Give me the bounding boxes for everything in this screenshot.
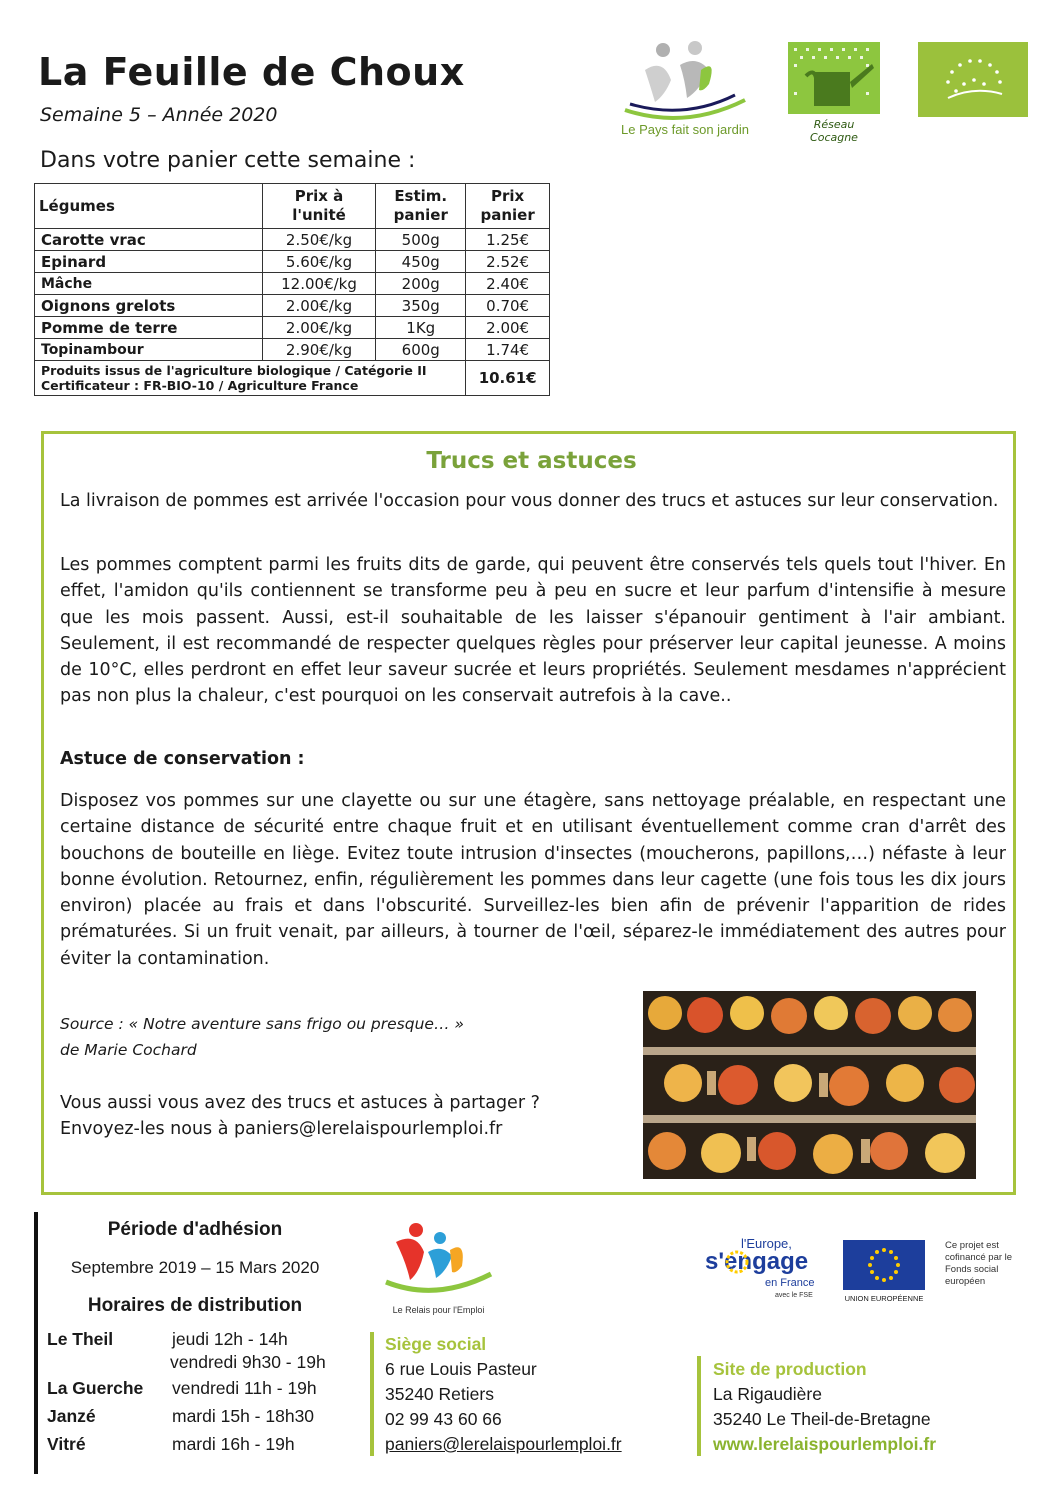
table-footer-row: [35, 361, 550, 396]
pays-jardin-icon: [605, 40, 765, 125]
cocagne-caption: Réseau Cocagne: [810, 118, 858, 144]
production-place: La Rigaudière: [713, 1384, 822, 1404]
table-row: [35, 317, 550, 339]
unit-price: 2.90€/kg: [262, 339, 375, 361]
eu-organic-leaf-icon: [918, 42, 1028, 117]
vegetable-name: Carotte vrac: [35, 229, 263, 251]
eu-caption: UNION EUROPÉENNE: [844, 1294, 924, 1303]
eu-flag: [843, 1240, 925, 1290]
table-row: [35, 273, 550, 295]
tips-intro-paragraph: La livraison de pommes est arrivée l'occasion pour vous donner des trucs et astuces sur leur conservation.: [60, 491, 999, 511]
europe-line-4: avec le FSE: [775, 1292, 813, 1299]
apples-on-shelves-image: [643, 991, 976, 1179]
certification-line-2: Certificateur : FR-BIO-10 / Agriculture France: [41, 378, 359, 393]
table-row: [35, 251, 550, 273]
europe-sengage-logo: [705, 1236, 833, 1306]
hours-le-theil-friday: vendredi 9h30 - 19h: [170, 1352, 326, 1372]
vegetable-name: Epinard: [35, 251, 263, 273]
basket-price: 1.25€: [466, 229, 550, 251]
hours-la-guerche: vendredi 11h - 19h: [172, 1378, 317, 1398]
hours-janze: mardi 15h - 18h30: [172, 1406, 315, 1426]
watering-can-icon: [788, 42, 880, 114]
relais-emploi-logo: [376, 1222, 501, 1322]
astuce-paragraph: Disposez vos pommes sur une clayette ou sur une étagère, sans nettoyage préalable, en respectant une certaine distance de sécurité entre chaque fruit et en utilisant éventuellement comme cran d'arrêt des bouchons de bouteille en liège. Evitez toute intrusion d'insectes (moucherons, papillons,…) néfaste à leur bonne évolution. Retournez, enfin, régulièrement les pommes dans leur cagette (une fois tous les dix jours environ) placée au frais et dans l'obscurité. Surveillez-les bien afin de prévenir l'apparition de rides prématurées. Si un fruit venait, par ailleurs, à tourner de l'œil, séparez-le immédiatement des autres pour éviter la contamination.: [60, 791, 1006, 969]
source-author: de Marie Cochard: [60, 1041, 197, 1059]
share-email-line[interactable]: Envoyez-les nous à paniers@lerelaispourlemploi.fr: [60, 1119, 503, 1139]
unit-price: 5.60€/kg: [262, 251, 375, 273]
reseau-cocagne-logo: [788, 42, 880, 144]
header-prix-unite: Prix à l'unité: [262, 184, 375, 229]
basket-price: 2.52€: [466, 251, 550, 273]
relais-people-icon: [376, 1222, 501, 1302]
town-vitre: Vitré: [47, 1434, 86, 1454]
unit-price: 12.00€/kg: [262, 273, 375, 295]
siege-city: 35240 Retiers: [385, 1384, 494, 1404]
town-le-theil: Le Theil: [47, 1329, 114, 1349]
estimated-quantity: 500g: [376, 229, 466, 251]
basket-heading: Dans votre panier cette semaine :: [40, 148, 416, 173]
siege-email-link[interactable]: paniers@lerelaispourlemploi.fr: [385, 1434, 622, 1454]
adhesion-heading: Période d'adhésion: [107, 1219, 283, 1240]
estimated-quantity: 1Kg: [376, 317, 466, 339]
schedule-divider: [34, 1212, 38, 1474]
siege-divider: [370, 1332, 374, 1456]
europe-line-2: s'engage: [705, 1248, 809, 1275]
basket-price: 2.40€: [466, 273, 550, 295]
siege-street: 6 rue Louis Pasteur: [385, 1359, 537, 1379]
table-header-row: [35, 184, 550, 229]
eu-organic-logo: [918, 42, 1028, 117]
issue-subtitle: Semaine 5 – Année 2020: [40, 104, 278, 126]
eu-stars-icon: [843, 1240, 925, 1290]
production-divider: [697, 1356, 701, 1456]
table-row: [35, 229, 550, 251]
unit-price: 2.00€/kg: [262, 295, 375, 317]
hours-vitre: mardi 16h - 19h: [172, 1434, 295, 1454]
certification-line-1: Produits issus de l'agriculture biologique / Catégorie II: [41, 363, 427, 378]
astuce-heading: Astuce de conservation :: [60, 749, 305, 769]
production-city: 35240 Le Theil-de-Bretagne: [713, 1409, 931, 1429]
pays-jardin-caption: Le Pays fait son jardin: [621, 122, 749, 137]
tips-apples-paragraph: Les pommes comptent parmi les fruits dits de garde, qui peuvent être conservés tels quels tout l'hiver. En effet, l'amidon qu'ils contiennent se transforme peu à peu en sucre et leur parfum d'intensifie à mesure que les mois passent. Aussi, est-il souhaitable de les laisser s'épanouir gentiment à l'air ambiant. Seulement, il est recommandé de respecter quelques règles pour préserver leur capital jeunesse. A moins de 10°C, elles perdront en effet leur saveur sucrée et leurs propriétés. Seulement mesdames n'apprécient pas non plus la chaleur, c'est pourquoi on les conservait autrefois à la cave..: [60, 555, 1006, 707]
basket-total: 10.61€: [466, 361, 550, 396]
basket-price: 2.00€: [466, 317, 550, 339]
town-la-guerche: La Guerche: [47, 1378, 144, 1398]
basket-price: 0.70€: [466, 295, 550, 317]
europe-line-3: en France: [765, 1277, 815, 1289]
header-estim-panier: Estim. panier: [376, 184, 466, 229]
siege-phone[interactable]: 02 99 43 60 66: [385, 1409, 502, 1429]
vegetable-name: Topinambour: [35, 339, 263, 361]
website-link[interactable]: www.lerelaispourlemploi.fr: [713, 1434, 937, 1454]
relais-caption: Le Relais pour l'Emploi: [392, 1305, 485, 1315]
unit-price: 2.00€/kg: [262, 317, 375, 339]
vegetable-name: Pomme de terre: [35, 317, 263, 339]
header-prix-panier: Prix panier: [466, 184, 550, 229]
hours-le-theil: jeudi 12h - 14h: [172, 1329, 288, 1349]
price-table: [34, 183, 550, 396]
basket-price: 1.74€: [466, 339, 550, 361]
table-row: [35, 339, 550, 361]
header-legumes: Légumes: [35, 184, 263, 229]
horaires-heading: Horaires de distribution: [87, 1295, 303, 1316]
newsletter-title: La Feuille de Choux: [38, 50, 465, 94]
tips-title: Trucs et astuces: [426, 448, 637, 474]
table-row: [35, 295, 550, 317]
estimated-quantity: 350g: [376, 295, 466, 317]
tips-section: [41, 431, 1016, 1195]
estimated-quantity: 600g: [376, 339, 466, 361]
production-heading: Site de production: [713, 1359, 867, 1379]
estimated-quantity: 200g: [376, 273, 466, 295]
share-prompt: Vous aussi vous avez des trucs et astuces à partager ?: [60, 1093, 540, 1113]
unit-price: 2.50€/kg: [262, 229, 375, 251]
vegetable-name: Mâche: [35, 273, 263, 295]
vegetable-name: Oignons grelots: [35, 295, 263, 317]
siege-heading: Siège social: [385, 1334, 487, 1354]
fse-cofinancing-note: Ce projet est cofinancé par le Fonds social européen: [945, 1240, 1013, 1287]
apples-photo: [643, 991, 976, 1179]
town-janze: Janzé: [47, 1406, 96, 1426]
estimated-quantity: 450g: [376, 251, 466, 273]
europe-line-1: l'Europe,: [741, 1236, 792, 1251]
eu-star-circle-icon: [725, 1250, 749, 1274]
certification-note: [35, 361, 466, 396]
pays-jardin-logo: [605, 40, 765, 140]
adhesion-period: Septembre 2019 – 15 Mars 2020: [70, 1258, 320, 1277]
source-line: Source : « Notre aventure sans frigo ou presque… »: [60, 1015, 464, 1033]
